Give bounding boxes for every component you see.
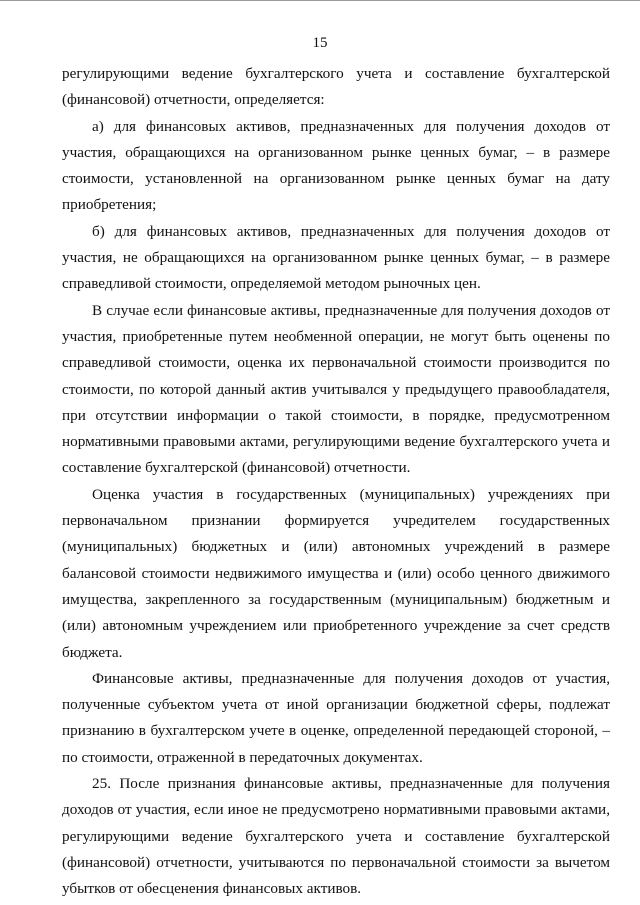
paragraph-continuation: регулирующими ведение бухгалтерского учета и составление бухгалтерской (финансовой) отчетности, определяется: — [62, 65, 610, 109]
paragraph-transferred-assets: Финансовые активы, предназначенные для получения доходов от участия, полученные субъектом учета от иной организации бюджетной сферы, подлежат признанию в бухгалтерском учете в оценке, определенной передающей стороной, – по стоимости, отраженной в передаточных документах. — [62, 669, 610, 766]
paragraph-item-b: б) для финансовых активов, предназначенных для получения доходов от участия, не обращающихся на организованном рынке ценных бумаг, – в размере справедливой стоимости, определяемой методом рыночных цен. — [62, 222, 610, 293]
paragraph-section-25: 25. После признания финансовые активы, предназначенные для получения доходов от участия, если иное не предусмотрено нормативными правовыми актами, регулирующими ведение бухгалтерского учета и составление бухгалтерской (финансовой) отчетности, учитываются по первоначальной стоимости за вычетом убытков от обесценения финансовых активов. — [62, 775, 610, 898]
paragraph-participation-valuation: Оценка участия в государственных (муниципальных) учреждениях при первоначальном признании формируется учредителем государственных (муниципальных) бюджетных и (или) автономных учреждений в размере балансовой стоимости недвижимого имущества и (или) особо ценного движимого имущества, закрепленного за государственным (муниципальным) бюджетным и (или) автономным учреждением или приобретенного учреждение за счет средств бюджета. — [62, 485, 610, 661]
paragraph-non-exchange: В случае если финансовые активы, предназначенные для получения доходов от участия, приобретенные путем необменной операции, не могут быть оценены по справедливой стоимости, оценка их первоначальной стоимости производится по стоимости, по которой данный актив учитывался у предыдущего правообладателя, при отсутствии информации о такой стоимости, в порядке, предусмотренном нормативными правовыми актами, регулирующими ведение бухгалтерского учета и составление бухгалтерской (финансовой) отчетности. — [62, 301, 610, 477]
page-number: 15 — [312, 35, 328, 51]
document-body — [62, 61, 610, 903]
paragraph-item-a: а) для финансовых активов, предназначенных для получения доходов от участия, обращающихся на организованном рынке ценных бумаг, – в размере стоимости, установленной на организованном рынке ценных бумаг на дату приобретения; — [62, 117, 610, 214]
